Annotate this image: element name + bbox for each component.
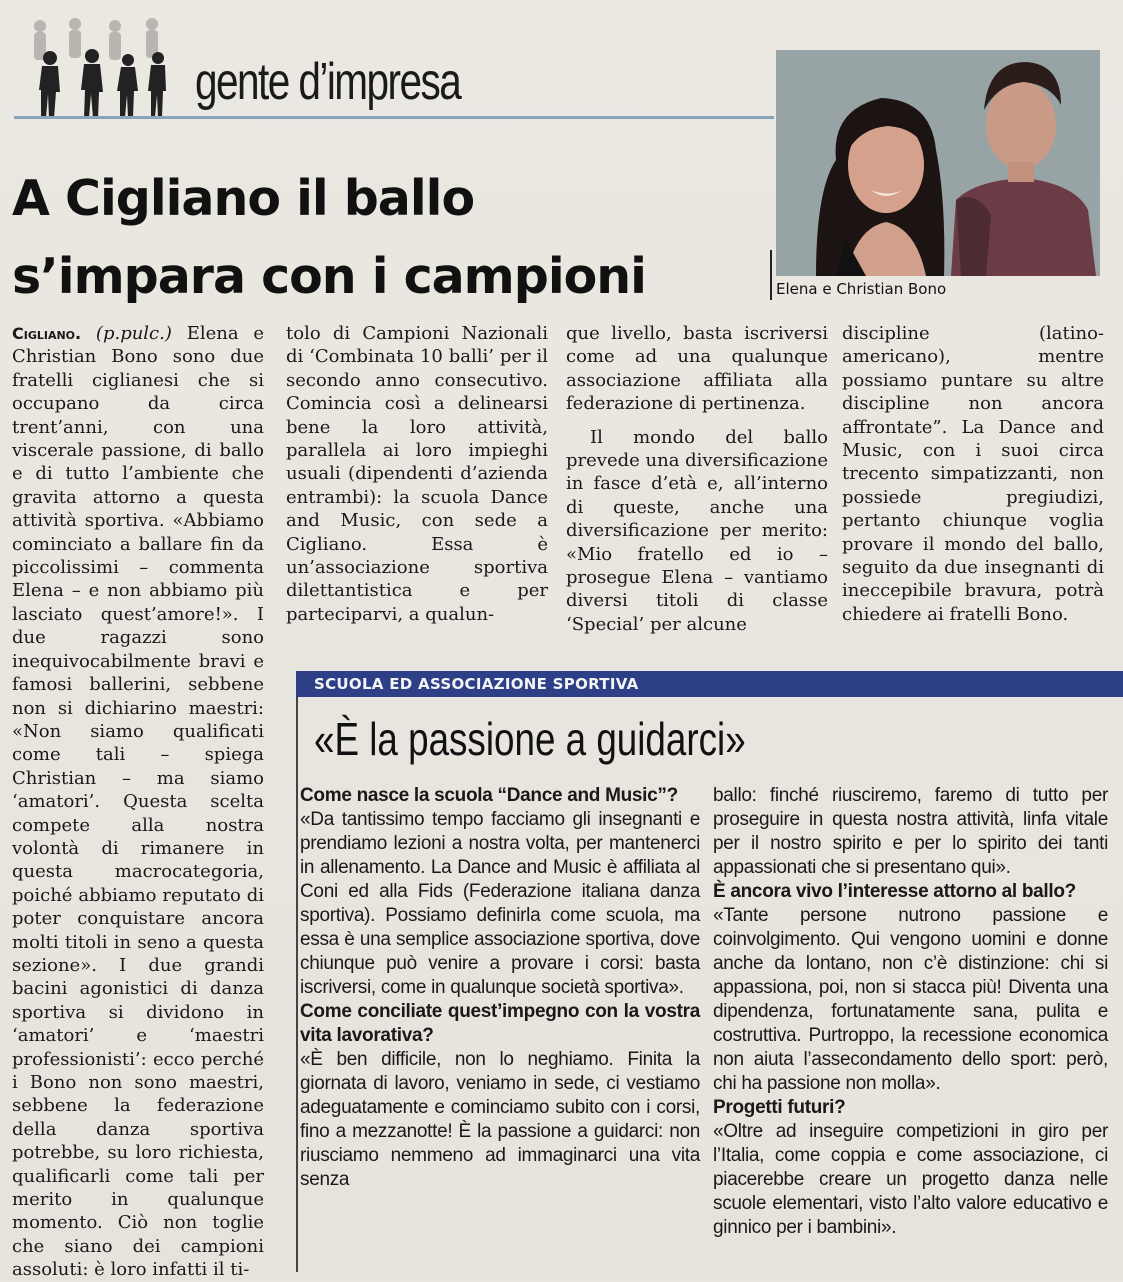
answer-2-continued: ballo: finché riusciremo, faremo di tutto per proseguire in questa nostra attività, linfa vitale per il nostro spirito e per lo spirito dei tanti appassionati che si presentano qui». [713, 785, 1108, 878]
byline: (p.pulc.) [95, 323, 172, 344]
article-column-3 [566, 322, 828, 636]
section-rule [14, 116, 774, 119]
question-2: Come conciliate quest’impegno con la vostra vita lavorativa? [300, 1001, 700, 1046]
article-text-col4: discipline (latino-americano), mentre possiamo puntare su altre discipline non ancora affrontate”. La Dance and Music, con i suoi circa trecento simpatizzanti, non possiede pregiudizi, pertanto chiunque voglia provare il mondo del ballo, seguito da due insegnanti di ineccepibile bravura, potrà chiedere ai fratelli Bono. [842, 323, 1104, 625]
question-4: Progetti futuri? [713, 1097, 846, 1118]
answer-4: «Oltre ad inseguire competizioni in giro per l’Italia, come coppia e come associazione, ci piacerebbe creare un progetto danza nelle scuole elementari, visto l’alto valore educativo e ginnico per i bambini». [713, 1121, 1108, 1238]
article-text-col3b: Il mondo del ballo prevede una diversificazione in fasce d’età e, all’interno di queste, anche una diversificazione per merito: «Mio fratello ed io – prosegue Elena – vantiamo diversi titoli di classe ‘Special’ per alcune [566, 426, 828, 635]
question-3: È ancora vivo l’interesse attorno al ballo? [713, 881, 1076, 902]
dateline: Cigliano. [12, 324, 82, 343]
article-column-1 [12, 322, 264, 1282]
question-1: Come nasce la scuola “Dance and Music”? [300, 785, 678, 806]
box-divider [296, 697, 298, 1272]
article-text-col1: Elena e Christian Bono sono due fratelli ciglianesi che si occupano da circa trent’anni, con una viscerale passione, di ballo e di tutto l’ambiente che gravita attorno a questa attività sportiva. «Abbiamo cominciato a ballare fin da piccolissimi – commenta Elena – e non abbiamo più lasciato quest’amore!». I due ragazzi sono inequivocabilmente bravi e famosi ballerini, sebbene non si dichiarino maestri: «Non siamo qualificati come tali – spiega Christian – ma siamo ‘amatori’. Questa scelta compete alla nostra volontà di rimanere in questa macrocategoria, poiché abbiamo reputato di poter conquistare ancora molti titoli in seno a questa sezione». I due grandi bacini agonistici di danza sportiva si dividono in ‘amatori’ e ‘maestri professionisti’: ecco perché i Bono non sono maestri, sebbene la federazione della danza sportiva potrebbe, su loro richiesta, qualificarli come tali per merito in qualunque momento. Ciò non toglie che siano dei campioni assoluti: è loro infatti il ti- [12, 323, 264, 1281]
interview-column-1 [300, 784, 700, 1192]
people-silhouettes-icon [20, 14, 170, 124]
box-title: «È la passione a guidarci» [314, 713, 746, 765]
answer-3: «Tante persone nutrono passione e coinvolgimento. Qui vengono uomini e donne anche da lontano, non c’è distinzione: chi si appassiona, poi, non si stacca più! Diventa una dipendenza, fortunatamente sana, pulita e costruttiva. Purtroppo, la recessione economica non aiuta l’assecondamento dello sport: però, chi ha passione non molla». [713, 905, 1108, 1094]
article-text-col2: tolo di Campioni Nazionali di ‘Combinata 10 balli’ per il secondo anno consecutivo. Comincia così a delinearsi bene la loro attività, parallela ai loro impieghi usuali (dipendenti d’azienda entrambi): la scuola Dance and Music, con sede a Cigliano. Essa è un’associazione sportiva dilettantistica e per parteciparvi, a qualun- [286, 323, 548, 625]
box-label: SCUOLA ED ASSOCIAZIONE SPORTIVA [314, 675, 639, 693]
photo-illustration [776, 50, 1100, 276]
headline-line-2: s’impara con i campioni [12, 248, 646, 305]
photo-elena-christian [776, 50, 1100, 276]
interview-column-2 [713, 784, 1108, 1240]
answer-2: «È ben difficile, non lo neghiamo. Finita la giornata di lavoro, veniamo in sede, ci vestiamo adeguatamente e cominciamo subito con i corsi, fino a mezzanotte! È la passione a guidarci: non riusciamo nemmeno ad immaginarci una vita senza [300, 1049, 700, 1190]
article-column-2 [286, 322, 548, 626]
article-text-col3a: que livello, basta iscriversi come ad una qualunque associazione affiliata alla federazione di pertinenza. [566, 323, 828, 415]
photo-caption: Elena e Christian Bono [776, 280, 947, 298]
answer-1: «Da tantissimo tempo facciamo gli insegnanti e prendiamo lezioni a nostra volta, per mantenerci in allenamento. La Dance and Music è affiliata al Coni ed alla Fids (Federazione italiana danza sportiva). Possiamo definirla come scuola, ma essa è una semplice associazione sportiva, dove chiunque può venire a provare i corsi: basta iscriversi, come in qualunque società sportiva». [300, 809, 700, 998]
section-title: gente d’impresa [195, 53, 461, 111]
headline-line-1: A Cigliano il ballo [12, 170, 475, 227]
article-column-4 [842, 322, 1104, 626]
